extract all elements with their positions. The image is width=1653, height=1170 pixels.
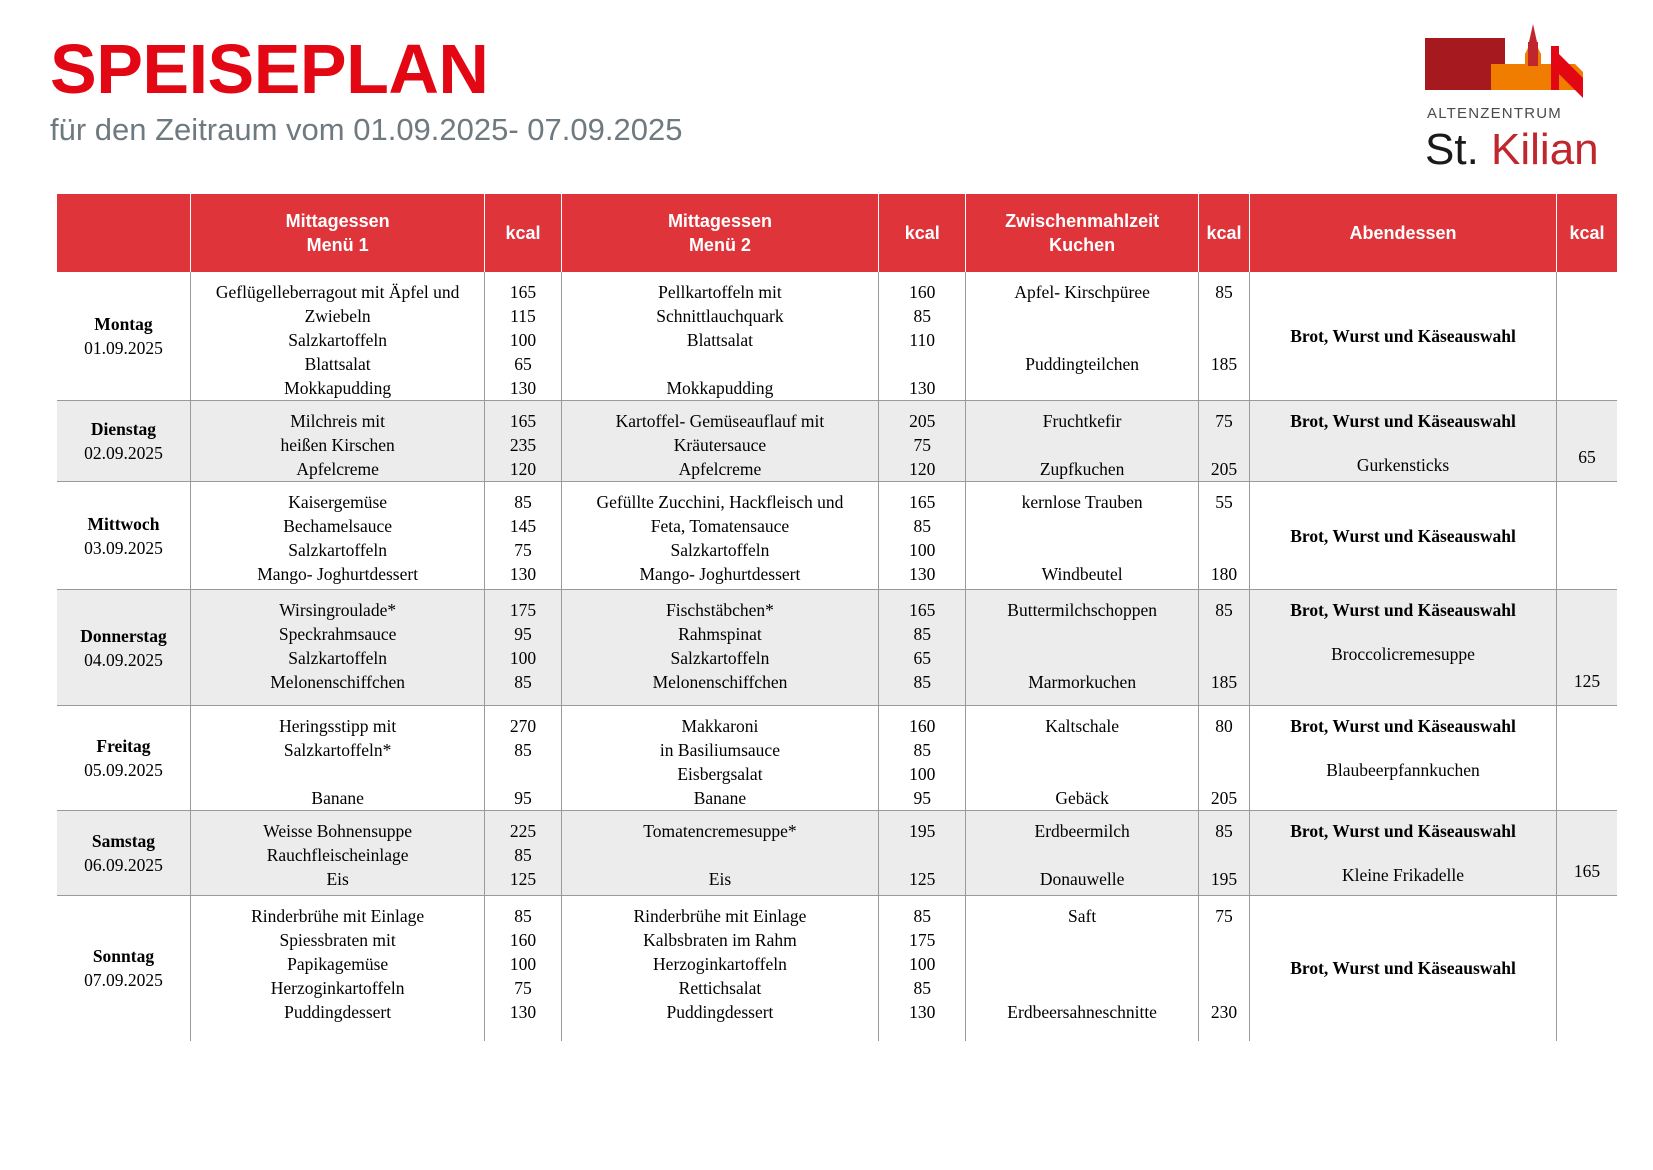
snack-kcal-cell-line xyxy=(1203,433,1245,457)
menu1-cell-line: Puddingdessert xyxy=(284,1002,392,1022)
menu2-kcal-cell-line: 100 xyxy=(909,954,936,974)
menu1-cell-line: Mokkapudding xyxy=(284,378,392,398)
menu2-cell-line: Mango- Joghurtdessert xyxy=(639,564,801,584)
snack-cell-line xyxy=(970,928,1194,952)
menu2-cell-line: Makkaroni xyxy=(681,716,759,736)
dinner-extra: Gurkensticks xyxy=(1356,455,1450,475)
menu1-cell xyxy=(190,706,484,811)
menu1-cell-line: heißen Kirschen xyxy=(280,435,395,455)
snack-kcal-cell-line xyxy=(1203,928,1245,952)
menu1-kcal-cell xyxy=(485,401,561,482)
menu1-kcal-cell-line: 225 xyxy=(509,821,537,841)
dinner-cell xyxy=(1249,272,1556,401)
dinner-extra: Blaubeerpfannkuchen xyxy=(1326,760,1480,780)
menu1-cell-line: Zwiebeln xyxy=(304,306,371,326)
menu1-kcal-cell-line: 165 xyxy=(509,282,537,302)
header-menu1-kcal: kcal xyxy=(485,194,561,272)
snack-kcal-cell-line xyxy=(1203,304,1245,328)
menu2-cell-line: Blattsalat xyxy=(686,330,753,350)
snack-cell-line: Saft xyxy=(1068,906,1097,926)
menu2-cell-line: Rinderbrühe mit Einlage xyxy=(633,906,807,926)
snack-kcal-cell-line xyxy=(1203,646,1245,670)
snack-cell-line: Puddingteilchen xyxy=(1025,354,1139,374)
snack-cell-line xyxy=(970,646,1194,670)
menu2-kcal-cell-line: 130 xyxy=(909,378,936,398)
header-menu2: Mittagessen Menü 2 xyxy=(561,194,879,272)
menu1-kcal-cell-line: 95 xyxy=(514,788,532,808)
snack-kcal-cell-line xyxy=(1203,514,1245,538)
menu2-cell xyxy=(561,482,879,590)
menu2-cell-line: Salzkartoffeln xyxy=(670,540,770,560)
snack-kcal-cell-line: 185 xyxy=(1210,354,1238,374)
snack-kcal-cell-line: 185 xyxy=(1210,672,1238,692)
menu1-kcal-cell-line: 130 xyxy=(509,564,537,584)
menu-table xyxy=(57,194,1617,1041)
menu1-cell-line: Apfelcreme xyxy=(296,459,379,479)
menu1-kcal-cell xyxy=(485,706,561,811)
snack-cell-line xyxy=(970,738,1194,762)
header-day xyxy=(57,194,190,272)
menu2-kcal-cell-line: 175 xyxy=(909,930,936,950)
snack-kcal-cell-line xyxy=(1203,976,1245,1000)
menu2-cell xyxy=(561,401,879,482)
menu2-kcal-cell-line: 165 xyxy=(909,600,936,620)
dinner-extra: Kleine Frikadelle xyxy=(1342,865,1464,885)
dinner-kcal: 165 xyxy=(1573,861,1601,881)
snack-kcal-cell-line: 85 xyxy=(1215,282,1233,302)
snack-kcal-cell xyxy=(1199,590,1250,706)
menu1-cell-line: Spiessbraten mit xyxy=(279,930,396,950)
menu2-cell-line: Kräutersauce xyxy=(673,435,767,455)
menu2-cell-line: Eisbergsalat xyxy=(677,764,763,784)
menu1-kcal-cell-line: 160 xyxy=(509,930,537,950)
snack-kcal-cell xyxy=(1199,706,1250,811)
snack-kcal-cell xyxy=(1199,482,1250,590)
menu2-cell xyxy=(561,896,879,1041)
dinner-cell xyxy=(1249,811,1556,896)
menu2-cell xyxy=(561,590,879,706)
menu1-cell-line: Melonenschiffchen xyxy=(270,672,406,692)
menu1-cell-line: Milchreis mit xyxy=(290,411,386,431)
page-title: SPEISEPLAN xyxy=(50,30,489,108)
dinner-cell xyxy=(1249,896,1556,1041)
header-dinner: Abendessen xyxy=(1249,194,1556,272)
menu2-kcal-cell-line xyxy=(883,352,961,376)
dinner-kcal: 65 xyxy=(1578,447,1596,467)
menu2-kcal-cell-line: 110 xyxy=(909,330,936,350)
snack-kcal-cell-line xyxy=(1203,622,1245,646)
menu1-kcal-cell xyxy=(485,896,561,1041)
menu1-cell-line: Speckrahmsauce xyxy=(278,624,397,644)
snack-kcal-cell-line xyxy=(1203,952,1245,976)
snack-cell-line xyxy=(970,538,1194,562)
snack-cell-line: Erdbeermilch xyxy=(1034,821,1130,841)
menu2-kcal-cell-line: 75 xyxy=(913,435,931,455)
dinner-cell xyxy=(1249,401,1556,482)
menu2-kcal-cell-line: 85 xyxy=(913,978,931,998)
menu1-cell-line: Bechamelsauce xyxy=(283,516,393,536)
table-row-mittwoch xyxy=(57,482,1617,590)
menu2-cell-line: Herzoginkartoffeln xyxy=(653,954,787,974)
menu1-kcal-cell-line: 85 xyxy=(514,492,532,512)
menu1-kcal-cell-line: 270 xyxy=(509,716,537,736)
menu1-cell-line: Banane xyxy=(311,788,364,808)
menu1-kcal-cell-line: 100 xyxy=(509,648,537,668)
menu1-kcal-cell xyxy=(485,811,561,896)
dinner-kcal-cell xyxy=(1557,896,1617,1041)
header-menu2-kcal: kcal xyxy=(879,194,966,272)
menu1-cell-line: Salzkartoffeln xyxy=(288,540,388,560)
menu2-kcal-cell-line: 85 xyxy=(913,516,931,536)
menu1-kcal-cell-line: 130 xyxy=(509,378,537,398)
menu2-cell-line: Schnittlauchquark xyxy=(656,306,784,326)
day-date: 06.09.2025 xyxy=(84,855,163,875)
logo-building-icon xyxy=(1425,20,1625,102)
dinner-main: Brot, Wurst und Käseauswahl xyxy=(1290,716,1516,736)
menu2-kcal-cell-line: 205 xyxy=(909,411,936,431)
menu1-kcal-cell-line: 165 xyxy=(509,411,537,431)
menu2-kcal-cell-line: 65 xyxy=(913,648,931,668)
menu1-kcal-cell xyxy=(485,482,561,590)
snack-kcal-cell xyxy=(1199,272,1250,401)
menu2-kcal-cell xyxy=(879,482,966,590)
menu2-kcal-cell-line: 100 xyxy=(909,540,936,560)
snack-cell xyxy=(966,401,1199,482)
snack-kcal-cell-line xyxy=(1203,762,1245,786)
menu1-kcal-cell-line: 95 xyxy=(514,624,532,644)
menu2-kcal-cell-line: 100 xyxy=(909,764,936,784)
menu1-cell-line: Salzkartoffeln xyxy=(288,648,388,668)
day-name: Dienstag xyxy=(90,419,157,439)
dinner-main: Brot, Wurst und Käseauswahl xyxy=(1290,821,1516,841)
snack-kcal-cell-line: 55 xyxy=(1215,492,1233,512)
menu1-cell-line xyxy=(195,762,480,786)
table-row-freitag xyxy=(57,706,1617,811)
day-date: 03.09.2025 xyxy=(84,537,163,558)
day-date: 05.09.2025 xyxy=(84,760,163,780)
dinner-cell xyxy=(1249,590,1556,706)
menu2-cell-line: Fischstäbchen* xyxy=(666,600,774,620)
menu1-kcal-cell-line: 145 xyxy=(509,516,537,536)
menu1-kcal-cell-line: 130 xyxy=(509,1002,537,1022)
day-date: 04.09.2025 xyxy=(84,649,163,670)
dinner-extra: Broccolicremesuppe xyxy=(1331,644,1475,664)
day-cell xyxy=(57,706,190,811)
menu2-cell-line: Feta, Tomatensauce xyxy=(650,516,790,536)
menu1-kcal-cell-line: 235 xyxy=(509,435,537,455)
menu2-kcal-cell-line: 95 xyxy=(913,788,931,808)
menu2-cell xyxy=(561,811,879,896)
menu2-kcal-cell xyxy=(879,590,966,706)
dinner-cell xyxy=(1249,706,1556,811)
menu2-cell-line: Melonenschiffchen xyxy=(652,672,788,692)
menu2-kcal-cell-line: 130 xyxy=(909,564,936,584)
dinner-main: Brot, Wurst und Käseauswahl xyxy=(1290,326,1516,346)
dinner-cell xyxy=(1249,482,1556,590)
day-date: 07.09.2025 xyxy=(84,970,163,991)
menu1-cell-line: Eis xyxy=(326,869,349,889)
snack-cell-line: Zupfkuchen xyxy=(1039,459,1125,479)
menu1-cell-line: Salzkartoffeln xyxy=(288,330,388,350)
table-row-sonntag xyxy=(57,896,1617,1041)
menu1-cell xyxy=(190,811,484,896)
dinner-main: Brot, Wurst und Käseauswahl xyxy=(1290,958,1516,979)
header-snack: Zwischenmahlzeit Kuchen xyxy=(966,194,1199,272)
menu1-cell xyxy=(190,482,484,590)
snack-kcal-cell-line: 85 xyxy=(1215,821,1233,841)
menu1-cell-line: Salzkartoffeln* xyxy=(283,740,392,760)
menu2-cell-line: Puddingdessert xyxy=(666,1002,774,1022)
dinner-kcal-cell xyxy=(1557,811,1617,896)
menu1-cell-line: Blattsalat xyxy=(304,354,371,374)
menu1-kcal-cell-line: 65 xyxy=(514,354,532,374)
menu1-cell-line: Wirsingroulade* xyxy=(279,600,397,620)
menu2-kcal-cell-line: 85 xyxy=(913,740,931,760)
dinner-kcal-cell xyxy=(1557,401,1617,482)
menu1-kcal-cell-line: 100 xyxy=(509,954,537,974)
snack-cell-line: Buttermilchschoppen xyxy=(1007,600,1157,620)
snack-cell-line: Apfel- Kirschpüree xyxy=(1014,282,1150,302)
snack-cell xyxy=(966,896,1199,1041)
menu2-kcal-cell-line: 195 xyxy=(909,821,936,841)
dinner-kcal-cell xyxy=(1557,482,1617,590)
menu1-kcal-cell-line: 75 xyxy=(514,540,532,560)
dinner-kcal-cell xyxy=(1557,272,1617,401)
day-cell xyxy=(57,482,190,590)
table-row-dienstag xyxy=(57,401,1617,482)
menu1-kcal-cell-line: 85 xyxy=(514,906,532,926)
menu1-kcal-cell-line: 85 xyxy=(514,672,532,692)
day-cell xyxy=(57,590,190,706)
snack-kcal-cell-line: 85 xyxy=(1215,600,1233,620)
menu1-kcal-cell xyxy=(485,590,561,706)
menu2-cell-line: in Basiliumsauce xyxy=(659,740,780,760)
snack-cell-line: Kaltschale xyxy=(1045,716,1120,736)
snack-cell xyxy=(966,272,1199,401)
day-name: Sonntag xyxy=(92,946,155,967)
day-name: Donnerstag xyxy=(80,625,167,646)
menu1-kcal-cell-line: 115 xyxy=(510,306,536,326)
snack-kcal-cell-line: 75 xyxy=(1215,906,1233,926)
snack-kcal-cell-line xyxy=(1203,328,1245,352)
menu2-cell-line: Rahmspinat xyxy=(678,624,762,644)
snack-cell xyxy=(966,482,1199,590)
menu1-cell xyxy=(190,272,484,401)
day-date: 01.09.2025 xyxy=(84,338,163,358)
menu1-kcal-cell-line: 120 xyxy=(509,459,537,479)
snack-cell-line: Windbeutel xyxy=(1041,564,1123,584)
snack-kcal-cell-line: 180 xyxy=(1210,564,1238,584)
snack-cell-line xyxy=(970,514,1194,538)
menu2-kcal-cell xyxy=(879,706,966,811)
menu2-cell-line: Apfelcreme xyxy=(678,459,762,479)
menu1-cell xyxy=(190,401,484,482)
logo-name xyxy=(1425,125,1599,174)
menu2-cell-line: Banane xyxy=(693,788,747,808)
snack-cell-line xyxy=(970,976,1194,1000)
day-cell xyxy=(57,272,190,401)
dinner-kcal-cell xyxy=(1557,590,1617,706)
table-header-row xyxy=(57,194,1617,272)
dinner-main: Brot, Wurst und Käseauswahl xyxy=(1290,525,1516,546)
snack-cell-line xyxy=(970,328,1194,352)
menu1-cell-line: Papikagemüse xyxy=(287,954,389,974)
snack-cell-line: Marmorkuchen xyxy=(1028,672,1137,692)
menu2-cell-line: Eis xyxy=(708,869,732,889)
dinner-main: Brot, Wurst und Käseauswahl xyxy=(1290,411,1516,431)
menu2-cell-line: Gefüllte Zucchini, Hackfleisch und xyxy=(596,492,844,512)
menu2-cell xyxy=(561,706,879,811)
menu2-cell-line xyxy=(566,352,875,376)
logo-name-part1: St. xyxy=(1425,125,1479,174)
menu2-kcal-cell xyxy=(879,896,966,1041)
day-name: Freitag xyxy=(96,736,151,756)
snack-cell-line: Fruchtkefir xyxy=(1042,411,1122,431)
snack-kcal-cell-line: 205 xyxy=(1210,788,1238,808)
snack-kcal-cell-line xyxy=(1203,843,1245,867)
snack-cell-line xyxy=(970,952,1194,976)
snack-cell xyxy=(966,706,1199,811)
menu2-kcal-cell xyxy=(879,401,966,482)
logo xyxy=(1425,20,1625,180)
menu2-kcal-cell-line: 85 xyxy=(913,306,931,326)
snack-kcal-cell-line: 205 xyxy=(1210,459,1238,479)
dinner-kcal: 125 xyxy=(1573,671,1601,691)
menu1-cell-line: Kaisergemüse xyxy=(288,492,388,512)
menu2-kcal-cell-line: 160 xyxy=(909,282,936,302)
menu1-kcal-cell xyxy=(485,272,561,401)
day-name: Samstag xyxy=(91,831,156,851)
snack-cell-line: Erdbeersahneschnitte xyxy=(1007,1002,1157,1022)
snack-kcal-cell-line: 80 xyxy=(1215,716,1233,736)
snack-cell xyxy=(966,811,1199,896)
menu2-cell-line: Mokkapudding xyxy=(666,378,774,398)
snack-cell-line xyxy=(970,622,1194,646)
table-row-montag xyxy=(57,272,1617,401)
menu1-kcal-cell-line: 125 xyxy=(509,869,537,889)
menu1-kcal-cell-line xyxy=(489,762,556,786)
table-row-samstag xyxy=(57,811,1617,896)
menu2-kcal-cell xyxy=(879,811,966,896)
snack-cell-line: Donauwelle xyxy=(1039,869,1125,889)
menu1-kcal-cell-line: 75 xyxy=(514,978,532,998)
day-name: Mittwoch xyxy=(87,513,160,534)
menu2-kcal-cell-line: 130 xyxy=(909,1002,936,1022)
menu2-cell-line: Rettichsalat xyxy=(678,978,762,998)
header-snack-kcal: kcal xyxy=(1199,194,1250,272)
snack-kcal-cell-line xyxy=(1203,538,1245,562)
menu-table-body xyxy=(57,272,1617,1041)
snack-cell-line xyxy=(970,843,1194,867)
menu1-cell-line: Rauchfleischeinlage xyxy=(266,845,409,865)
header-dinner-kcal: kcal xyxy=(1557,194,1617,272)
table-row-donnerstag xyxy=(57,590,1617,706)
snack-kcal-cell-line xyxy=(1203,738,1245,762)
snack-kcal-cell xyxy=(1199,896,1250,1041)
snack-kcal-cell xyxy=(1199,811,1250,896)
day-cell xyxy=(57,896,190,1041)
day-cell xyxy=(57,811,190,896)
menu2-cell-line: Tomatencremesuppe* xyxy=(643,821,797,841)
menu2-cell-line xyxy=(566,843,875,867)
snack-cell-line: Gebäck xyxy=(1055,788,1109,808)
snack-cell xyxy=(966,590,1199,706)
menu2-cell xyxy=(561,272,879,401)
menu1-cell xyxy=(190,896,484,1041)
menu2-kcal-cell-line: 165 xyxy=(909,492,936,512)
snack-cell-line xyxy=(970,304,1194,328)
day-date: 02.09.2025 xyxy=(84,443,163,463)
dinner-main: Brot, Wurst und Käseauswahl xyxy=(1290,600,1516,620)
menu2-cell-line: Pellkartoffeln mit xyxy=(658,282,782,302)
menu2-kcal-cell-line: 85 xyxy=(913,624,931,644)
date-range-subtitle: für den Zeitraum vom 01.09.2025- 07.09.2025 xyxy=(50,112,683,147)
menu2-kcal-cell-line: 160 xyxy=(909,716,936,736)
menu2-kcal-cell-line: 85 xyxy=(913,672,931,692)
menu2-cell-line: Kartoffel- Gemüseauflauf mit xyxy=(615,411,825,431)
menu2-kcal-cell xyxy=(879,272,966,401)
snack-kcal-cell xyxy=(1199,401,1250,482)
menu2-kcal-cell-line: 85 xyxy=(913,906,931,926)
menu1-kcal-cell-line: 100 xyxy=(509,330,537,350)
logo-name-part2: Kilian xyxy=(1491,125,1599,174)
snack-cell-line xyxy=(970,433,1194,457)
menu1-cell xyxy=(190,590,484,706)
menu2-cell-line: Salzkartoffeln xyxy=(670,648,770,668)
header-menu1: Mittagessen Menü 1 xyxy=(190,194,484,272)
menu2-cell-line: Kalbsbraten im Rahm xyxy=(643,930,797,950)
menu1-cell-line: Mango- Joghurtdessert xyxy=(257,564,419,584)
snack-kcal-cell-line: 75 xyxy=(1215,411,1233,431)
snack-cell-line xyxy=(970,762,1194,786)
menu1-cell-line: Heringsstipp mit xyxy=(279,716,397,736)
menu1-cell-line: Herzoginkartoffeln xyxy=(270,978,405,998)
snack-cell-line: kernlose Trauben xyxy=(1021,492,1143,512)
menu1-kcal-cell-line: 175 xyxy=(509,600,537,620)
menu1-kcal-cell-line: 85 xyxy=(514,845,532,865)
logo-subtitle: ALTENZENTRUM xyxy=(1427,105,1562,122)
day-name: Montag xyxy=(94,314,153,334)
menu1-cell-line: Weisse Bohnensuppe xyxy=(263,821,413,841)
menu2-kcal-cell-line: 125 xyxy=(909,869,936,889)
snack-kcal-cell-line: 230 xyxy=(1210,1002,1238,1022)
day-cell xyxy=(57,401,190,482)
menu1-cell-line: Geflügelleberragout mit Äpfel und xyxy=(215,282,460,302)
dinner-kcal-cell xyxy=(1557,706,1617,811)
menu2-kcal-cell-line: 120 xyxy=(909,459,936,479)
menu1-cell-line: Rinderbrühe mit Einlage xyxy=(251,906,425,926)
menu1-kcal-cell-line: 85 xyxy=(514,740,532,760)
menu2-kcal-cell-line xyxy=(883,843,961,867)
snack-kcal-cell-line: 195 xyxy=(1210,869,1238,889)
